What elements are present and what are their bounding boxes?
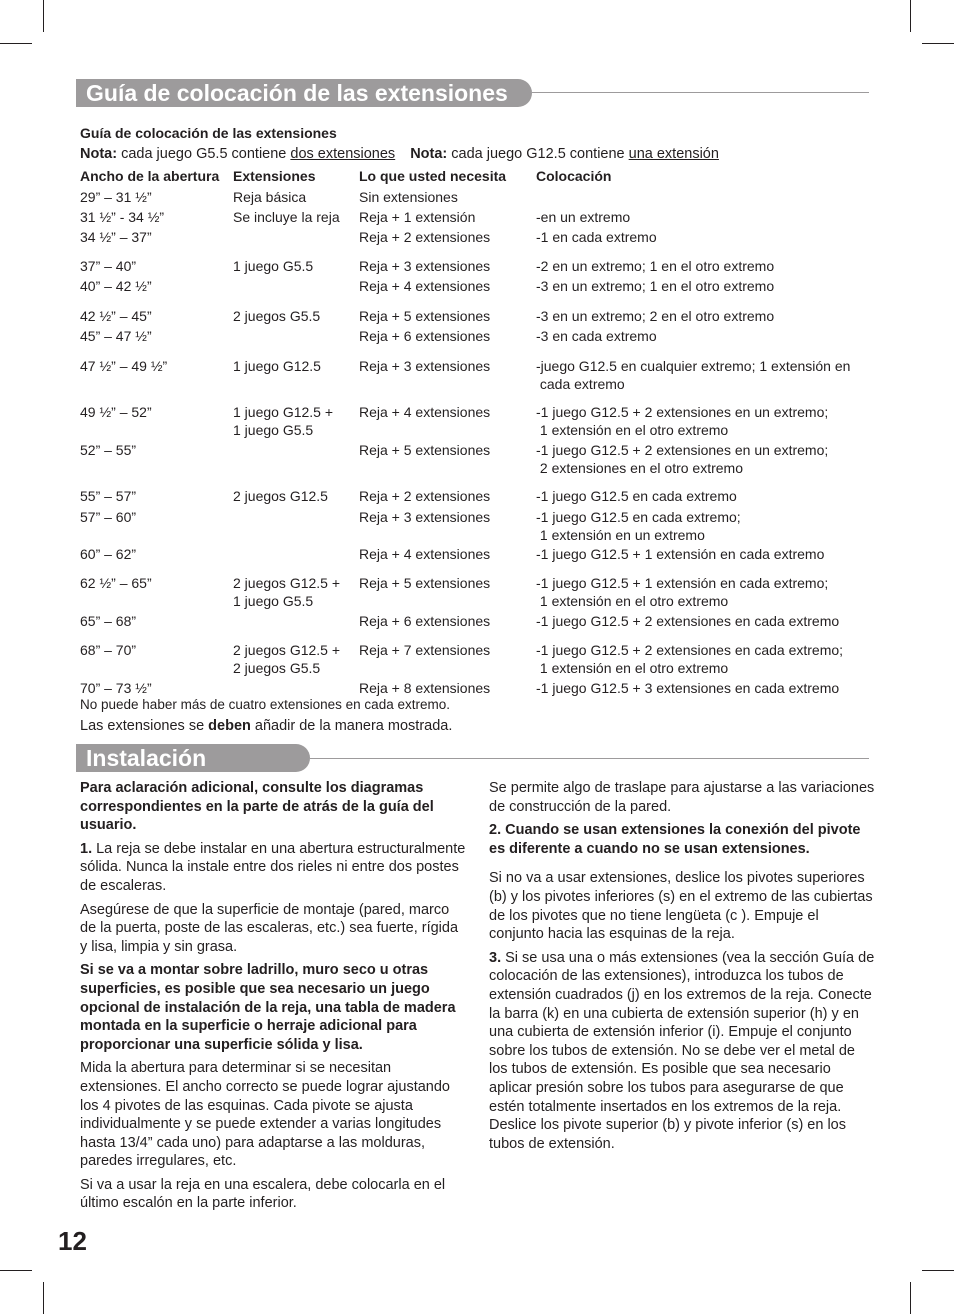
- table-cell: Reja + 4 extensiones: [359, 546, 491, 562]
- header-cell: Lo que usted necesita: [359, 168, 507, 184]
- table-cell: Reja + 8 extensiones: [359, 680, 491, 696]
- table-cell: 2 juegos G12.5 + 1 juego G5.5: [233, 575, 341, 609]
- note-text: cada juego G5.5 contiene: [117, 146, 291, 162]
- table-cell: 2 juegos G5.5: [233, 308, 321, 324]
- right-column: [489, 779, 877, 1158]
- table-cell: 2 juegos G12.5: [233, 488, 328, 504]
- table-cell: 47 ½” – 49 ½”: [80, 358, 168, 374]
- footnote-text: añadir de la manera mostrada.: [250, 718, 453, 734]
- guide-title: Guía de colocación de las extensiones: [80, 125, 337, 141]
- table-cell: 34 ½” – 37”: [80, 229, 152, 245]
- table-cell: -3 en un extremo; 2 en el otro extremo: [536, 308, 775, 324]
- section-banner-installation: Instalación: [76, 744, 310, 772]
- table-cell: 29” – 31 ½”: [80, 189, 152, 205]
- footnote-text: Las extensiones se: [80, 718, 209, 734]
- table-cell: -1 en cada extremo: [536, 229, 657, 245]
- table-cell: 1 juego G12.5: [233, 358, 321, 374]
- left-column: [80, 779, 468, 1218]
- table-cell: 49 ½” – 52”: [80, 404, 152, 420]
- header-cell: Extensiones: [233, 168, 316, 184]
- crop-mark: [0, 1270, 32, 1271]
- footnote-bold: deben: [208, 718, 251, 734]
- crop-mark: [910, 1282, 911, 1314]
- table-cell: -1 juego G12.5 + 2 extensiones en cada extremo; 1 extensión en el otro extremo: [536, 642, 844, 676]
- table-footnote: No puede haber más de cuatro extensiones en cada extremo.: [80, 697, 450, 712]
- table-cell: -1 juego G12.5 + 3 extensiones en cada extremo: [536, 680, 840, 696]
- table-cell: 2 juegos G12.5 + 2 juegos G5.5: [233, 642, 341, 676]
- table-cell: Reja + 3 extensiones: [359, 258, 491, 274]
- crop-mark: [922, 43, 954, 44]
- table-cell: 1 juego G12.5 + 1 juego G5.5: [233, 404, 334, 438]
- table-cell: -3 en un extremo; 1 en el otro extremo: [536, 278, 775, 294]
- step-number: 1.: [80, 840, 93, 857]
- table-cell: 40” – 42 ½”: [80, 278, 152, 294]
- table-cell: 1 juego G5.5: [233, 258, 314, 274]
- note-emphasis: una extensión: [628, 146, 719, 162]
- table-cell: -3 en cada extremo: [536, 328, 657, 344]
- banner-rule: [310, 758, 869, 759]
- paragraph: Asegúrese de que la superficie de montaje (pared, marco de la puerta, poste de las escaleras, etc.) sea fuerte, rígida y lisa, limpia y sin grasa.: [80, 901, 459, 955]
- crop-mark: [0, 43, 32, 44]
- table-cell: Se incluye la reja: [233, 209, 340, 225]
- table-cell: 37” – 40”: [80, 258, 137, 274]
- table-cell: -juego G12.5 en cualquier extremo; 1 extensión en cada extremo: [536, 358, 851, 392]
- table-cell: 57” – 60”: [80, 509, 137, 525]
- table-cell: 31 ½” - 34 ½”: [80, 209, 165, 225]
- table-cell: -2 en un extremo; 1 en el otro extremo: [536, 258, 775, 274]
- paragraph: La reja se debe instalar en una abertura estructuralmente sólida. Nunca la instale entre dos rieles ni entre dos postes de escaleras.: [80, 840, 466, 894]
- note-emphasis: dos extensiones: [290, 146, 396, 162]
- table-cell: Reja + 7 extensiones: [359, 642, 491, 658]
- header-cell: Colocación: [536, 168, 612, 184]
- paragraph: Se permite algo de traslape para ajustarse a las variaciones de construcción de la pared.: [489, 780, 875, 815]
- table-cell: Reja + 6 extensiones: [359, 328, 491, 344]
- crop-mark: [922, 1270, 954, 1271]
- table-cell: Reja + 4 extensiones: [359, 278, 491, 294]
- header-cell: Ancho de la abertura: [80, 168, 220, 184]
- crop-mark: [910, 0, 911, 32]
- warning-text: Si se va a montar sobre ladrillo, muro seco u otras superficies, es posible que sea necesario un juego opcional de instalación de la reja, una tabla de madera montada en la superficie o herraje adicional para proporcionar una superficie sólida y lisa.: [80, 962, 456, 1053]
- table-cell: -1 juego G12.5 + 2 extensiones en un extremo; 2 extensiones en el otro extremo: [536, 442, 829, 476]
- table-cell: -1 juego G12.5 + 1 extensión en cada extremo; 1 extensión en el otro extremo: [536, 575, 829, 609]
- note-text: cada juego G12.5 contiene: [447, 146, 629, 162]
- table-cell: -1 juego G12.5 + 1 extensión en cada extremo: [536, 546, 825, 562]
- crop-mark: [43, 0, 44, 32]
- step-number: 3.: [489, 949, 502, 966]
- step-heading: 2. Cuando se usan extensiones la conexión del pivote es diferente a cuando no se usan extensiones.: [489, 822, 861, 857]
- table-cell: 62 ½” – 65”: [80, 575, 152, 591]
- table-cell: Reja + 5 extensiones: [359, 308, 491, 324]
- table-cell: -1 juego G12.5 + 2 extensiones en un extremo; 1 extensión en el otro extremo: [536, 404, 829, 438]
- table-cell: -1 juego G12.5 en cada extremo; 1 extensión en un extremo: [536, 509, 741, 543]
- paragraph: Si va a usar la reja en una escalera, debe colocarla en el último escalón en la parte inferior.: [80, 1176, 446, 1212]
- table-cell: Reja básica: [233, 189, 307, 205]
- paragraph: Si se usa una o más extensiones (vea la sección Guía de colocación de las extensiones), introduzca los tubos de extensión cuadrados (j) en los extremos de la reja. Conecte la barra (k) en una cubierta de extensión superior (h) y en una cubierta de extensión inferior (i). Empuje el conjunto sobre los tubos de extensión. No se debe ver el metal de los tubos de extensión. Es posible que sea necesario aplicar presión sobre los tubos para asegurarse de que estén totalmente insertados en los extremos de la reja. Deslice los pivote superior (b) y pivote inferior (s) en los tubos de extensión.: [489, 949, 875, 1152]
- table-cell: 60” – 62”: [80, 546, 137, 562]
- table-cell: Reja + 3 extensiones: [359, 358, 491, 374]
- table-cell: Reja + 6 extensiones: [359, 613, 491, 629]
- table-cell: 45” – 47 ½”: [80, 328, 152, 344]
- paragraph: Si no va a usar extensiones, deslice los pivotes superiores (b) y los pivotes inferiores (s) en el extremo de las cubiertas de los pivotes que no tiene lengüeta (c ). Empuje el conjunto hacia las esquinas de la reja.: [489, 870, 873, 943]
- page-number: 12: [58, 1226, 87, 1256]
- table-cell: -1 juego G12.5 en cada extremo: [536, 488, 737, 504]
- table-cell: Reja + 4 extensiones: [359, 404, 491, 420]
- table-cell: Reja + 3 extensiones: [359, 509, 491, 525]
- table-cell: 70” – 73 ½”: [80, 680, 152, 696]
- table-cell: Sin extensiones: [359, 189, 458, 205]
- table-cell: Reja + 5 extensiones: [359, 442, 491, 458]
- table-cell: Reja + 5 extensiones: [359, 575, 491, 591]
- table-cell: 68” – 70”: [80, 642, 137, 658]
- note-label: Nota:: [410, 146, 448, 162]
- table-cell: Reja + 2 extensiones: [359, 488, 491, 504]
- banner-rule: [532, 92, 869, 93]
- table-cell: 55” – 57”: [80, 488, 137, 504]
- guide-notes: [80, 146, 719, 162]
- table-cell: 42 ½” – 45”: [80, 308, 152, 324]
- note-label: Nota:: [80, 146, 118, 162]
- table-cell: Reja + 1 extensión: [359, 209, 476, 225]
- intro-text: Para aclaración adicional, consulte los diagramas correspondientes en la parte de atrás de la guía del usuario.: [80, 780, 434, 834]
- table-footnote-2: [80, 718, 452, 734]
- paragraph: Mida la abertura para determinar si se necesitan extensiones. El ancho correcto se puede lograr ajustando los 4 pivotes de las esquinas. Cada pivote se ajusta individualmente y se puede extender a varias longitudes hasta 13/4” cada uno) para adaptarse a las molduras, paredes irregulares, etc.: [80, 1060, 450, 1170]
- section-banner-extensions: Guía de colocación de las extensiones: [76, 79, 532, 107]
- table-cell: 65” – 68”: [80, 613, 137, 629]
- table-cell: -1 juego G12.5 + 2 extensiones en cada extremo: [536, 613, 840, 629]
- crop-mark: [43, 1282, 44, 1314]
- table-cell: Reja + 2 extensiones: [359, 229, 491, 245]
- table-cell: 52” – 55”: [80, 442, 137, 458]
- table-cell: -en un extremo: [536, 209, 631, 225]
